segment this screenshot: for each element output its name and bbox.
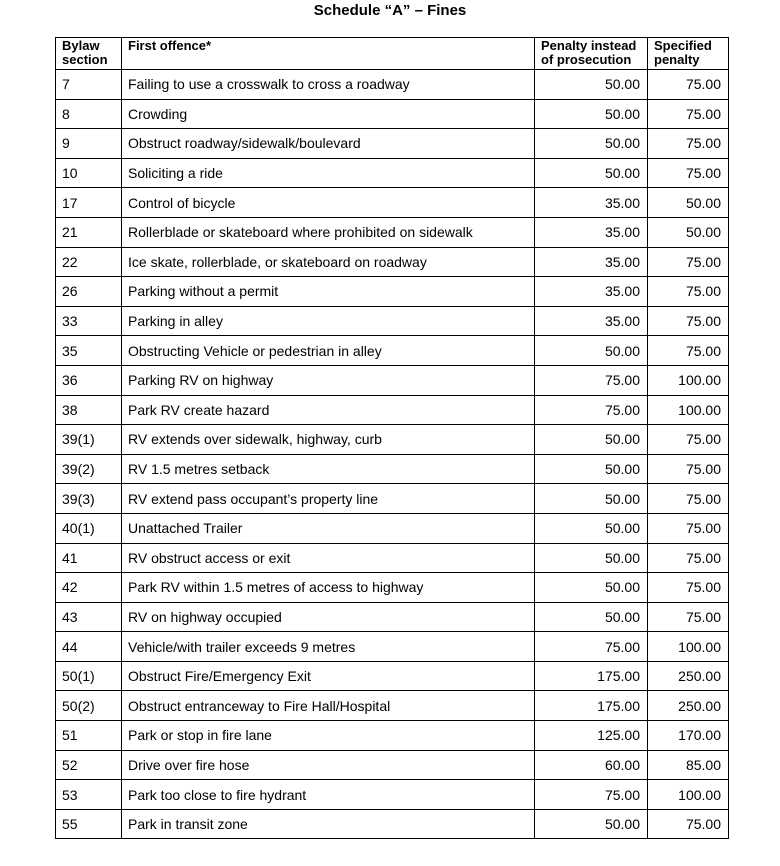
table-row: [56, 217, 729, 247]
cell-bylaw-section: 39(2): [56, 454, 122, 484]
cell-first-offence: Vehicle/with trailer exceeds 9 metres: [122, 632, 535, 662]
cell-first-offence: Park in transit zone: [122, 809, 535, 839]
cell-penalty-instead-of-prosecution: 50.00: [535, 809, 648, 839]
table-row: [56, 691, 729, 721]
cell-penalty-instead-of-prosecution: 75.00: [535, 780, 648, 810]
cell-bylaw-section: 26: [56, 277, 122, 307]
cell-bylaw-section: 43: [56, 602, 122, 632]
cell-bylaw-section: 33: [56, 306, 122, 336]
cell-bylaw-section: 36: [56, 365, 122, 395]
cell-bylaw-section: 7: [56, 70, 122, 100]
cell-bylaw-section: 35: [56, 336, 122, 366]
cell-penalty-instead-of-prosecution: 35.00: [535, 277, 648, 307]
cell-penalty-instead-of-prosecution: 75.00: [535, 365, 648, 395]
header-bylaw-section: Bylaw section: [56, 38, 122, 70]
cell-penalty-instead-of-prosecution: 50.00: [535, 129, 648, 159]
cell-first-offence: RV extends over sidewalk, highway, curb: [122, 425, 535, 455]
table-row: [56, 602, 729, 632]
cell-first-offence: Crowding: [122, 99, 535, 129]
cell-penalty-instead-of-prosecution: 175.00: [535, 661, 648, 691]
table-row: [56, 247, 729, 277]
cell-bylaw-section: 44: [56, 632, 122, 662]
cell-penalty-instead-of-prosecution: 60.00: [535, 750, 648, 780]
table-row: [56, 336, 729, 366]
cell-specified-penalty: 75.00: [648, 247, 729, 277]
table-row: [56, 780, 729, 810]
cell-specified-penalty: 75.00: [648, 129, 729, 159]
cell-first-offence: Obstruct roadway/sidewalk/boulevard: [122, 129, 535, 159]
cell-first-offence: Parking without a permit: [122, 277, 535, 307]
cell-first-offence: Park RV within 1.5 metres of access to highway: [122, 573, 535, 603]
cell-bylaw-section: 53: [56, 780, 122, 810]
table-row: [56, 661, 729, 691]
cell-specified-penalty: 100.00: [648, 365, 729, 395]
cell-specified-penalty: 85.00: [648, 750, 729, 780]
cell-first-offence: Park too close to fire hydrant: [122, 780, 535, 810]
cell-penalty-instead-of-prosecution: 50.00: [535, 99, 648, 129]
cell-penalty-instead-of-prosecution: 50.00: [535, 336, 648, 366]
cell-bylaw-section: 39(3): [56, 484, 122, 514]
header-specified-penalty: Specified penalty: [648, 38, 729, 70]
cell-specified-penalty: 75.00: [648, 543, 729, 573]
cell-penalty-instead-of-prosecution: 50.00: [535, 454, 648, 484]
cell-specified-penalty: 75.00: [648, 306, 729, 336]
table-body: [56, 70, 729, 839]
cell-first-offence: RV on highway occupied: [122, 602, 535, 632]
cell-specified-penalty: 50.00: [648, 188, 729, 218]
table-header-row: [56, 38, 729, 70]
cell-penalty-instead-of-prosecution: 75.00: [535, 395, 648, 425]
table-row: [56, 750, 729, 780]
cell-first-offence: Failing to use a crosswalk to cross a roadway: [122, 70, 535, 100]
cell-specified-penalty: 250.00: [648, 661, 729, 691]
cell-penalty-instead-of-prosecution: 50.00: [535, 513, 648, 543]
table-row: [56, 484, 729, 514]
cell-specified-penalty: 75.00: [648, 484, 729, 514]
cell-first-offence: Parking in alley: [122, 306, 535, 336]
table-row: [56, 543, 729, 573]
table-row: [56, 306, 729, 336]
table-row: [56, 573, 729, 603]
cell-bylaw-section: 51: [56, 721, 122, 751]
cell-penalty-instead-of-prosecution: 75.00: [535, 632, 648, 662]
cell-first-offence: Ice skate, rollerblade, or skateboard on roadway: [122, 247, 535, 277]
cell-first-offence: Obstructing Vehicle or pedestrian in alley: [122, 336, 535, 366]
cell-bylaw-section: 50(1): [56, 661, 122, 691]
cell-specified-penalty: 100.00: [648, 632, 729, 662]
cell-first-offence: Control of bicycle: [122, 188, 535, 218]
cell-bylaw-section: 55: [56, 809, 122, 839]
cell-bylaw-section: 21: [56, 217, 122, 247]
cell-bylaw-section: 9: [56, 129, 122, 159]
cell-first-offence: Unattached Trailer: [122, 513, 535, 543]
cell-bylaw-section: 50(2): [56, 691, 122, 721]
fines-table: [55, 37, 729, 839]
table-row: [56, 158, 729, 188]
cell-specified-penalty: 75.00: [648, 158, 729, 188]
cell-penalty-instead-of-prosecution: 35.00: [535, 306, 648, 336]
cell-specified-penalty: 100.00: [648, 395, 729, 425]
cell-specified-penalty: 50.00: [648, 217, 729, 247]
cell-penalty-instead-of-prosecution: 50.00: [535, 484, 648, 514]
header-penalty-instead-of-prosecution: Penalty instead of prosecution: [535, 38, 648, 70]
cell-specified-penalty: 75.00: [648, 602, 729, 632]
cell-bylaw-section: 10: [56, 158, 122, 188]
cell-bylaw-section: 41: [56, 543, 122, 573]
cell-bylaw-section: 17: [56, 188, 122, 218]
cell-specified-penalty: 75.00: [648, 454, 729, 484]
table-row: [56, 454, 729, 484]
cell-penalty-instead-of-prosecution: 50.00: [535, 573, 648, 603]
cell-specified-penalty: 75.00: [648, 336, 729, 366]
table-row: [56, 70, 729, 100]
cell-specified-penalty: 75.00: [648, 573, 729, 603]
cell-penalty-instead-of-prosecution: 35.00: [535, 188, 648, 218]
cell-bylaw-section: 52: [56, 750, 122, 780]
cell-penalty-instead-of-prosecution: 175.00: [535, 691, 648, 721]
cell-specified-penalty: 250.00: [648, 691, 729, 721]
cell-penalty-instead-of-prosecution: 50.00: [535, 158, 648, 188]
cell-bylaw-section: 22: [56, 247, 122, 277]
cell-bylaw-section: 42: [56, 573, 122, 603]
cell-bylaw-section: 39(1): [56, 425, 122, 455]
table-row: [56, 188, 729, 218]
cell-specified-penalty: 170.00: [648, 721, 729, 751]
cell-specified-penalty: 75.00: [648, 70, 729, 100]
table-row: [56, 99, 729, 129]
cell-first-offence: RV extend pass occupant’s property line: [122, 484, 535, 514]
cell-penalty-instead-of-prosecution: 50.00: [535, 425, 648, 455]
cell-first-offence: Park or stop in fire lane: [122, 721, 535, 751]
table-row: [56, 129, 729, 159]
cell-specified-penalty: 75.00: [648, 513, 729, 543]
table-row: [56, 425, 729, 455]
page-title: Schedule “A” – Fines: [313, 2, 467, 19]
cell-first-offence: RV 1.5 metres setback: [122, 454, 535, 484]
table-row: [56, 632, 729, 662]
cell-first-offence: Rollerblade or skateboard where prohibited on sidewalk: [122, 217, 535, 247]
cell-penalty-instead-of-prosecution: 50.00: [535, 70, 648, 100]
table-row: [56, 513, 729, 543]
cell-penalty-instead-of-prosecution: 125.00: [535, 721, 648, 751]
header-first-offence: First offence*: [122, 38, 535, 70]
table-row: [56, 395, 729, 425]
cell-first-offence: Parking RV on highway: [122, 365, 535, 395]
cell-bylaw-section: 40(1): [56, 513, 122, 543]
table-row: [56, 809, 729, 839]
cell-specified-penalty: 75.00: [648, 277, 729, 307]
cell-specified-penalty: 75.00: [648, 425, 729, 455]
cell-specified-penalty: 100.00: [648, 780, 729, 810]
cell-specified-penalty: 75.00: [648, 809, 729, 839]
cell-specified-penalty: 75.00: [648, 99, 729, 129]
cell-first-offence: Soliciting a ride: [122, 158, 535, 188]
cell-penalty-instead-of-prosecution: 50.00: [535, 543, 648, 573]
cell-first-offence: Park RV create hazard: [122, 395, 535, 425]
cell-first-offence: Obstruct entranceway to Fire Hall/Hospital: [122, 691, 535, 721]
table-row: [56, 721, 729, 751]
cell-penalty-instead-of-prosecution: 35.00: [535, 247, 648, 277]
table-row: [56, 365, 729, 395]
cell-first-offence: Obstruct Fire/Emergency Exit: [122, 661, 535, 691]
cell-penalty-instead-of-prosecution: 50.00: [535, 602, 648, 632]
cell-first-offence: RV obstruct access or exit: [122, 543, 535, 573]
cell-bylaw-section: 8: [56, 99, 122, 129]
cell-first-offence: Drive over fire hose: [122, 750, 535, 780]
cell-bylaw-section: 38: [56, 395, 122, 425]
cell-penalty-instead-of-prosecution: 35.00: [535, 217, 648, 247]
table-row: [56, 277, 729, 307]
